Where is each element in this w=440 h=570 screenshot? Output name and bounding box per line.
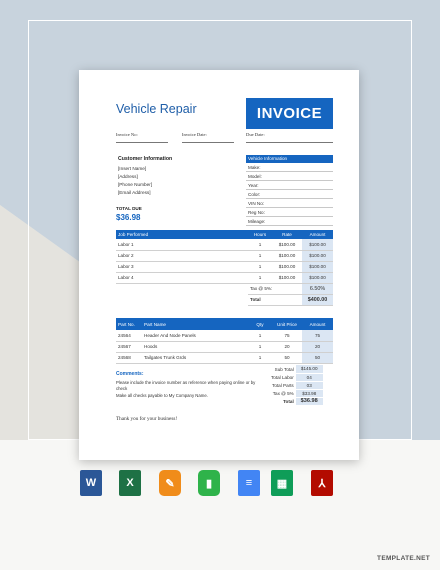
part-unit-price: 20 — [272, 341, 302, 352]
summary-row — [269, 381, 323, 389]
vehicle-reg: Reg No: — [246, 208, 333, 217]
invoice-date-line — [182, 142, 234, 143]
col-rate: Rate — [272, 230, 302, 239]
google-sheets-icon-glyph: ▦ — [276, 477, 288, 490]
customer-address: [Address] — [118, 174, 138, 179]
vehicle-mileage: Mileage: — [246, 217, 333, 226]
col-part-no: Part No. — [116, 318, 142, 330]
part-amount: 75 — [302, 330, 333, 341]
part-no: 24567 — [116, 341, 142, 352]
tax-value: 6.50% — [302, 283, 333, 294]
table-row — [116, 352, 333, 363]
comments-line-2: Make all checks payable to My Company Name. — [116, 393, 208, 398]
google-docs-icon[interactable] — [238, 470, 260, 496]
job-name: Labor 1 — [116, 239, 248, 250]
customer-heading: Customer Information — [118, 156, 173, 162]
col-amount: Amount — [302, 230, 333, 239]
numbers-icon-glyph: ▮ — [205, 477, 213, 490]
table-row — [116, 250, 333, 261]
part-name: Tailgates Trunk Grds — [142, 352, 248, 363]
summary-table — [269, 365, 323, 406]
job-hours: 1 — [248, 261, 272, 272]
summary-label: Tax @ 5% — [272, 390, 294, 396]
col-job-performed: Job Performed — [116, 230, 248, 239]
tax-row — [116, 283, 333, 294]
excel-icon[interactable] — [119, 470, 141, 496]
due-date-line — [246, 142, 333, 143]
summary-total-label: Total — [283, 398, 294, 404]
col-part-amount: Amount — [302, 318, 333, 330]
parts-header-row — [116, 318, 333, 330]
jobs-total-label: Total — [248, 294, 302, 305]
table-row — [116, 330, 333, 341]
pages-icon-glyph: ✎ — [165, 477, 175, 490]
total-due-label: TOTAL DUE — [116, 206, 142, 211]
job-hours: 1 — [248, 239, 272, 250]
jobs-table — [116, 230, 333, 306]
part-name: Hoods — [142, 341, 248, 352]
customer-name: [Insert Name] — [118, 166, 147, 171]
job-amount: $100.00 — [302, 250, 333, 261]
jobs-total-value: $400.00 — [302, 294, 333, 305]
summary-total-value: $36.98 — [296, 397, 323, 405]
vehicle-info-heading: Vehicle Information — [246, 155, 333, 163]
customer-email: [Email Address] — [118, 190, 151, 195]
part-no: 24564 — [116, 330, 142, 341]
job-rate: $100.00 — [272, 261, 302, 272]
comments-heading: Comments: — [116, 371, 144, 377]
job-amount: $100.00 — [302, 272, 333, 283]
due-date-label: Due Date: — [246, 132, 265, 137]
invoice-date-label: Invoice Date: — [182, 132, 207, 137]
part-no: 24568 — [116, 352, 142, 363]
summary-row — [269, 373, 323, 381]
invoice-sheet — [79, 70, 359, 460]
job-rate: $100.00 — [272, 272, 302, 283]
vehicle-model: Model: — [246, 172, 333, 181]
excel-icon-glyph: X — [126, 477, 134, 489]
summary-value: 03 — [296, 381, 323, 389]
vehicle-year: Year: — [246, 181, 333, 190]
summary-total-row — [269, 397, 323, 405]
parts-table — [116, 318, 333, 364]
jobs-header-row — [116, 230, 333, 239]
total-row — [116, 294, 333, 305]
col-hours: Hours — [248, 230, 272, 239]
pdf-icon[interactable] — [311, 470, 333, 496]
google-sheets-icon[interactable] — [271, 470, 293, 496]
comments-line-1: Please include the invoice number as reference when paying online or by check — [116, 380, 256, 391]
job-name: Labor 2 — [116, 250, 248, 261]
col-part-name: Part Name — [142, 318, 248, 330]
part-amount: 50 — [302, 352, 333, 363]
job-hours: 1 — [248, 272, 272, 283]
table-row — [116, 261, 333, 272]
table-row — [116, 341, 333, 352]
summary-row — [269, 365, 323, 373]
job-hours: 1 — [248, 250, 272, 261]
table-row — [116, 239, 333, 250]
word-icon[interactable] — [80, 470, 102, 496]
invoice-no-line — [116, 142, 168, 143]
col-unit-price: Unit Price — [272, 318, 302, 330]
job-rate: $100.00 — [272, 239, 302, 250]
vehicle-vin: VIN No: — [246, 199, 333, 208]
google-docs-icon-glyph: ≡ — [245, 477, 253, 489]
vehicle-make: Make: — [246, 163, 333, 172]
invoice-title: Vehicle Repair — [116, 102, 197, 116]
summary-label: Total Parts — [272, 382, 294, 388]
pdf-icon-glyph: ⅄ — [318, 477, 326, 490]
job-name: Labor 4 — [116, 272, 248, 283]
total-due-value: $36.98 — [116, 213, 141, 222]
invoice-badge: INVOICE — [246, 98, 333, 129]
job-amount: $100.00 — [302, 239, 333, 250]
part-qty: 1 — [248, 352, 272, 363]
summary-value: $33.98 — [296, 389, 323, 397]
tax-label: Tax @ 5%: — [248, 283, 302, 294]
customer-phone: [Phone Number] — [118, 182, 153, 187]
numbers-icon[interactable] — [198, 470, 220, 496]
summary-value: $145.00 — [296, 365, 323, 373]
vehicle-color: Color: — [246, 190, 333, 199]
summary-value: 04 — [296, 373, 323, 381]
part-unit-price: 50 — [272, 352, 302, 363]
word-icon-glyph: W — [85, 477, 97, 489]
table-row — [116, 272, 333, 283]
thank-you-note: Thank you for your business! — [116, 416, 178, 422]
part-name: Header And Node Panels — [142, 330, 248, 341]
summary-label: Total Labor — [271, 374, 294, 380]
invoice-no-label: Invoice No: — [116, 132, 138, 137]
part-unit-price: 75 — [272, 330, 302, 341]
summary-row — [269, 389, 323, 397]
job-rate: $100.00 — [272, 250, 302, 261]
part-qty: 1 — [248, 330, 272, 341]
job-amount: $100.00 — [302, 261, 333, 272]
pages-icon[interactable] — [159, 470, 181, 496]
part-amount: 20 — [302, 341, 333, 352]
job-name: Labor 3 — [116, 261, 248, 272]
col-qty: Qty — [248, 318, 272, 330]
brand-watermark: TEMPLATE.NET — [377, 555, 430, 562]
summary-label: Sub Total — [274, 366, 294, 372]
part-qty: 1 — [248, 341, 272, 352]
